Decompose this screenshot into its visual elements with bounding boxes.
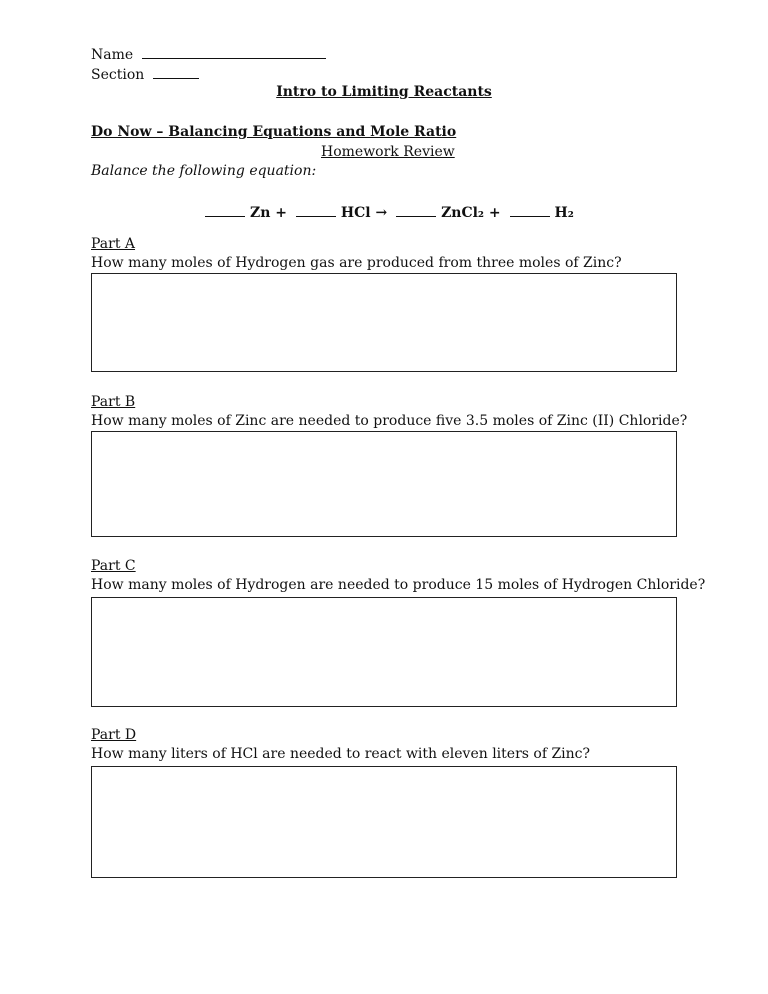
- part-a-answer-box[interactable]: [91, 273, 677, 372]
- coefficient-blank-zncl2[interactable]: [396, 202, 436, 217]
- homework-review-label: Homework Review: [321, 144, 455, 160]
- part-d-answer-box[interactable]: [91, 766, 677, 878]
- part-a-question: How many moles of Hydrogen gas are produced from three moles of Zinc?: [91, 255, 622, 271]
- balance-instruction: Balance the following equation:: [91, 163, 317, 179]
- part-c-answer-box[interactable]: [91, 597, 677, 707]
- part-d-question: How many liters of HCl are needed to react with eleven liters of Zinc?: [91, 746, 591, 762]
- part-c-label: Part C: [91, 558, 136, 574]
- part-d-label: Part D: [91, 727, 137, 743]
- equation-term-h2: H₂: [554, 205, 574, 221]
- section-line: [91, 64, 199, 84]
- part-a-label: Part A: [91, 236, 136, 252]
- part-b-answer-box[interactable]: [91, 431, 677, 537]
- equation-term-hcl: HCl →: [340, 205, 388, 221]
- page-title: Intro to Limiting Reactants: [276, 84, 492, 100]
- part-b-question: How many moles of Zinc are needed to produce five 3.5 moles of Zinc (II) Chloride?: [91, 413, 688, 429]
- equation-term-zncl2: ZnCl₂ +: [441, 205, 501, 221]
- name-blank[interactable]: [142, 44, 326, 59]
- section-blank[interactable]: [153, 64, 199, 79]
- part-b-label: Part B: [91, 394, 136, 410]
- name-line: [91, 44, 326, 64]
- coefficient-blank-hcl[interactable]: [296, 202, 336, 217]
- part-c-question: How many moles of Hydrogen are needed to produce 15 moles of Hydrogen Chloride?: [91, 577, 706, 593]
- name-label: Name: [91, 47, 134, 63]
- equation-term-zn: Zn +: [250, 205, 288, 221]
- chemical-equation: [205, 202, 574, 221]
- section-label: Section: [91, 67, 145, 83]
- coefficient-blank-zn[interactable]: [205, 202, 245, 217]
- coefficient-blank-h2[interactable]: [510, 202, 550, 217]
- do-now-heading: Do Now – Balancing Equations and Mole Ratio: [91, 124, 457, 140]
